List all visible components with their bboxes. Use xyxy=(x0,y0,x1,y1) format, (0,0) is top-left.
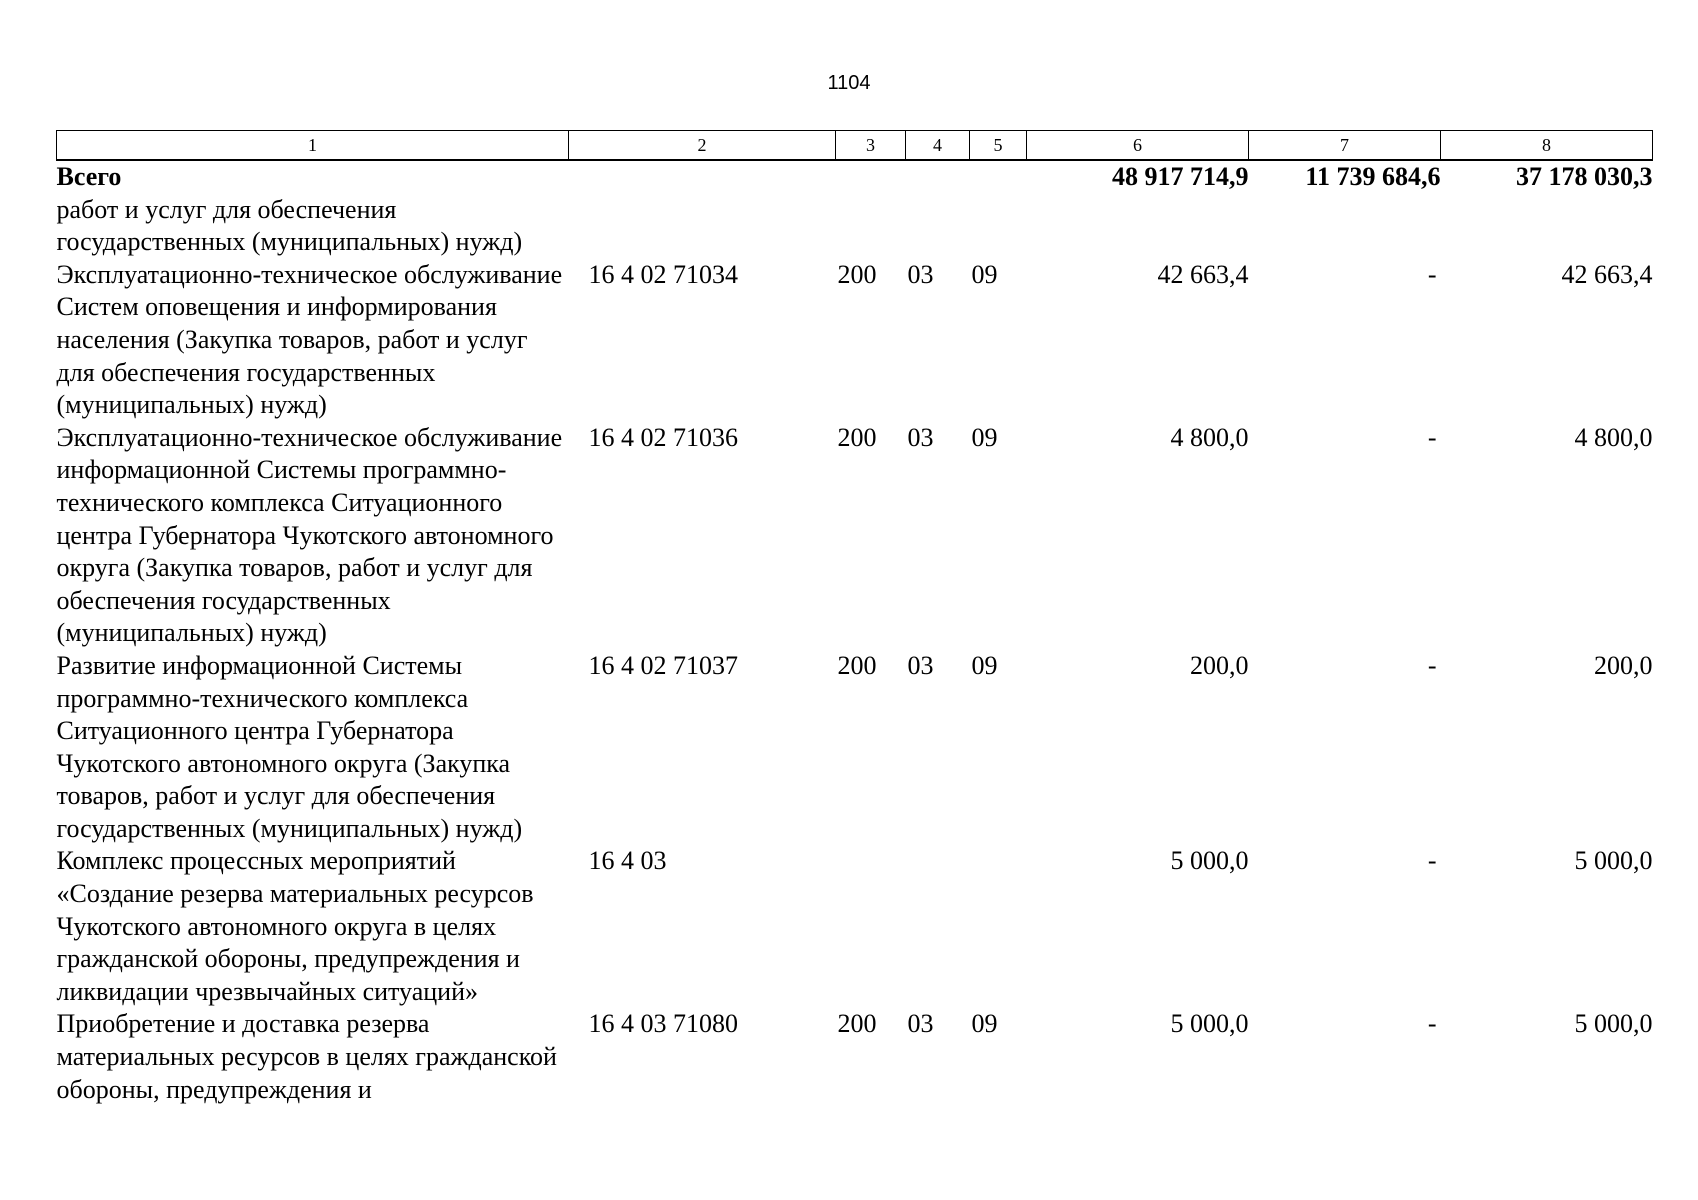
table-row xyxy=(57,422,1653,650)
row-c6: 5 000,0 xyxy=(1170,1009,1249,1039)
row-name: работ и услуг для обеспечения государственных (муниципальных) нужд) xyxy=(56,194,523,257)
row-c4: 03 xyxy=(907,1009,934,1039)
row-name: Эксплуатационно-техническое обслуживание информационной Системы программно-технического комплекса Ситуационного центра Губернатора Чукотского автономного округа (Закупка товаров, работ и услуг для обеспечения государственных (муниципальных) нужд) xyxy=(56,422,563,648)
row-c7: - xyxy=(1427,650,1437,680)
total-code xyxy=(569,160,836,194)
row-c8: 5 000,0 xyxy=(1574,1009,1653,1039)
row-c6: 5 000,0 xyxy=(1170,846,1249,876)
row-c8: 4 800,0 xyxy=(1574,422,1653,452)
row-code xyxy=(569,194,836,259)
total-col8: 37 178 030,3 xyxy=(1516,162,1653,191)
table-row xyxy=(57,650,1653,846)
row-c4 xyxy=(906,845,970,1008)
row-c6: 200,0 xyxy=(1190,650,1249,680)
header-row xyxy=(57,131,1653,161)
row-c3: 200 xyxy=(837,259,877,289)
row-code: 16 4 02 71036 xyxy=(588,422,738,452)
total-c5 xyxy=(970,160,1027,194)
row-code: 16 4 03 71080 xyxy=(588,1009,738,1039)
header-col-4: 4 xyxy=(906,131,970,161)
row-c7: - xyxy=(1427,259,1437,289)
table-row xyxy=(57,259,1653,422)
row-c3: 200 xyxy=(837,650,877,680)
table-row xyxy=(57,845,1653,1008)
total-c4 xyxy=(906,160,970,194)
row-c8: 5 000,0 xyxy=(1574,846,1653,876)
row-c7: - xyxy=(1427,1009,1437,1039)
row-c4 xyxy=(906,194,970,259)
row-c3: 200 xyxy=(837,422,877,452)
row-c5: 09 xyxy=(971,650,998,680)
row-name: Эксплуатационно-техническое обслуживание Систем оповещения и информирования населения (Закупка товаров, работ и услуг для обеспечения государственных (муниципальных) нужд) xyxy=(56,259,563,420)
row-c5: 09 xyxy=(971,259,998,289)
total-row xyxy=(57,160,1653,194)
row-c7 xyxy=(1249,194,1441,259)
row-c4: 03 xyxy=(907,650,934,680)
row-c5 xyxy=(970,845,1027,1008)
row-code: 16 4 02 71037 xyxy=(588,650,738,680)
row-c4: 03 xyxy=(907,422,934,452)
total-label: Всего xyxy=(56,162,122,191)
row-c3 xyxy=(836,194,906,259)
header-col-6: 6 xyxy=(1027,131,1249,161)
row-c5: 09 xyxy=(971,422,998,452)
row-c3: 200 xyxy=(837,1009,877,1039)
budget-table xyxy=(56,130,1652,1106)
row-code: 16 4 02 71034 xyxy=(588,259,738,289)
row-c6: 42 663,4 xyxy=(1157,259,1249,289)
row-c8: 200,0 xyxy=(1594,650,1653,680)
table-row xyxy=(57,194,1653,259)
total-c3 xyxy=(836,160,906,194)
table-row xyxy=(57,1008,1653,1106)
header-col-1: 1 xyxy=(57,131,569,161)
row-c6: 4 800,0 xyxy=(1170,422,1249,452)
row-c7: - xyxy=(1427,422,1437,452)
header-col-2: 2 xyxy=(569,131,836,161)
row-c4: 03 xyxy=(907,259,934,289)
total-col7: 11 739 684,6 xyxy=(1305,162,1441,191)
row-c8 xyxy=(1441,194,1653,259)
page-number: 1104 xyxy=(827,72,871,94)
header-col-7: 7 xyxy=(1249,131,1441,161)
row-c8: 42 663,4 xyxy=(1561,259,1653,289)
row-code: 16 4 03 xyxy=(588,846,667,876)
row-c7: - xyxy=(1427,846,1437,876)
row-name: Приобретение и доставка резерва материальных ресурсов в целях гражданской обороны, предупреждения и xyxy=(56,1009,557,1104)
row-c6 xyxy=(1027,194,1249,259)
header-col-5: 5 xyxy=(970,131,1027,161)
header-col-3: 3 xyxy=(836,131,906,161)
total-col6: 48 917 714,9 xyxy=(1112,162,1249,191)
row-name: Развитие информационной Системы программно-технического комплекса Ситуационного центра Губернатора Чукотского автономного округа (Закупка товаров, работ и услуг для обеспечения государственных (муниципальных) нужд) xyxy=(56,650,523,843)
row-c3 xyxy=(836,845,906,1008)
header-col-8: 8 xyxy=(1441,131,1653,161)
row-name: Комплекс процессных мероприятий «Создание резерва материальных ресурсов Чукотского автономного округа в целях гражданской обороны, предупреждения и ликвидации чрезвычайных ситуаций» xyxy=(56,846,534,1006)
row-c5: 09 xyxy=(971,1009,998,1039)
row-c5 xyxy=(970,194,1027,259)
